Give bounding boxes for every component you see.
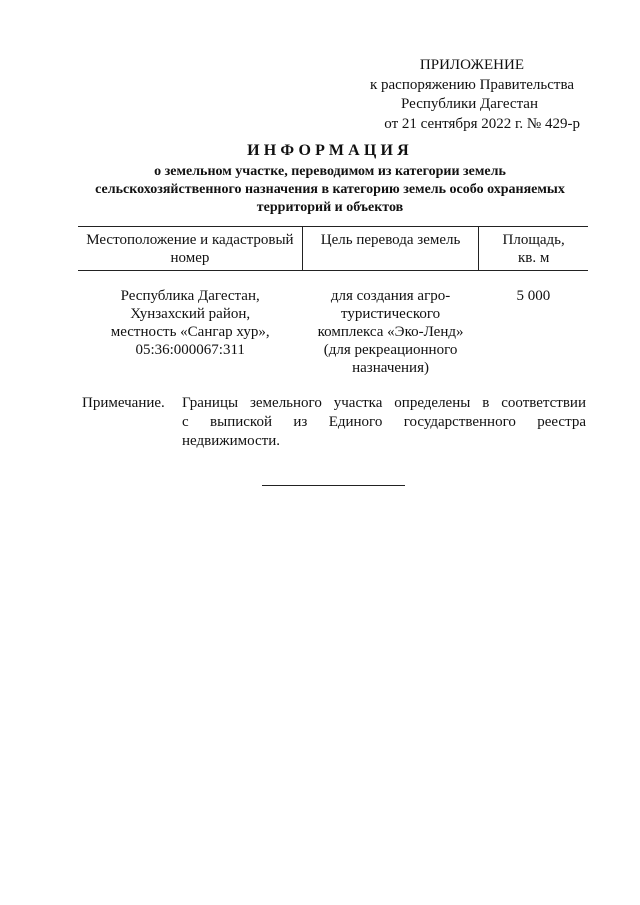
note-block xyxy=(82,394,586,451)
subtitle-line: сельскохозяйственного назначения в категорию земель особо охраняемых xyxy=(95,182,565,197)
note-line: недвижимости. xyxy=(182,433,280,449)
cadastral-number: 05:36:000067:311 xyxy=(135,342,245,358)
note-line: с выпиской из Единого государственного реестра xyxy=(182,414,586,430)
appendix-title: ПРИЛОЖЕНИЕ xyxy=(419,57,524,73)
document-title-block xyxy=(40,141,620,217)
closing-divider xyxy=(262,485,405,486)
table-row xyxy=(78,271,588,378)
header-location: Местоположение и кадастровый номер xyxy=(78,227,302,271)
order-date-number: от 21 сентября 2022 г. № 429-р xyxy=(384,115,580,132)
appendix-header xyxy=(330,56,580,134)
note-label: Примечание. xyxy=(82,395,165,411)
cell-purpose: для создания агро- туристического комплекса «Эко-Ленд» (для рекреационного назначения) xyxy=(317,288,464,376)
note-line: Границы земельного участка определены в соответствии xyxy=(182,395,586,411)
document-title: ИНФОРМАЦИЯ xyxy=(247,142,413,159)
land-plot-table xyxy=(78,226,588,377)
header-area: Площадь, кв. м xyxy=(479,227,588,271)
republic-name: Республики Дагестан xyxy=(401,96,538,112)
subtitle-line: территорий и объектов xyxy=(256,200,404,215)
table-header-row xyxy=(78,227,588,271)
note-text xyxy=(182,394,586,451)
document-subtitle xyxy=(40,163,620,217)
cell-location: Республика Дагестан, Хунзахский район, местность «Сангар хур», 05:36:000067:311 xyxy=(78,271,302,378)
subtitle-line: о земельном участке, переводимом из категории земель xyxy=(154,164,506,179)
order-reference: к распоряжению Правительства xyxy=(369,76,574,93)
header-purpose: Цель перевода земель xyxy=(302,227,478,271)
cell-area: 5 000 xyxy=(516,288,551,304)
